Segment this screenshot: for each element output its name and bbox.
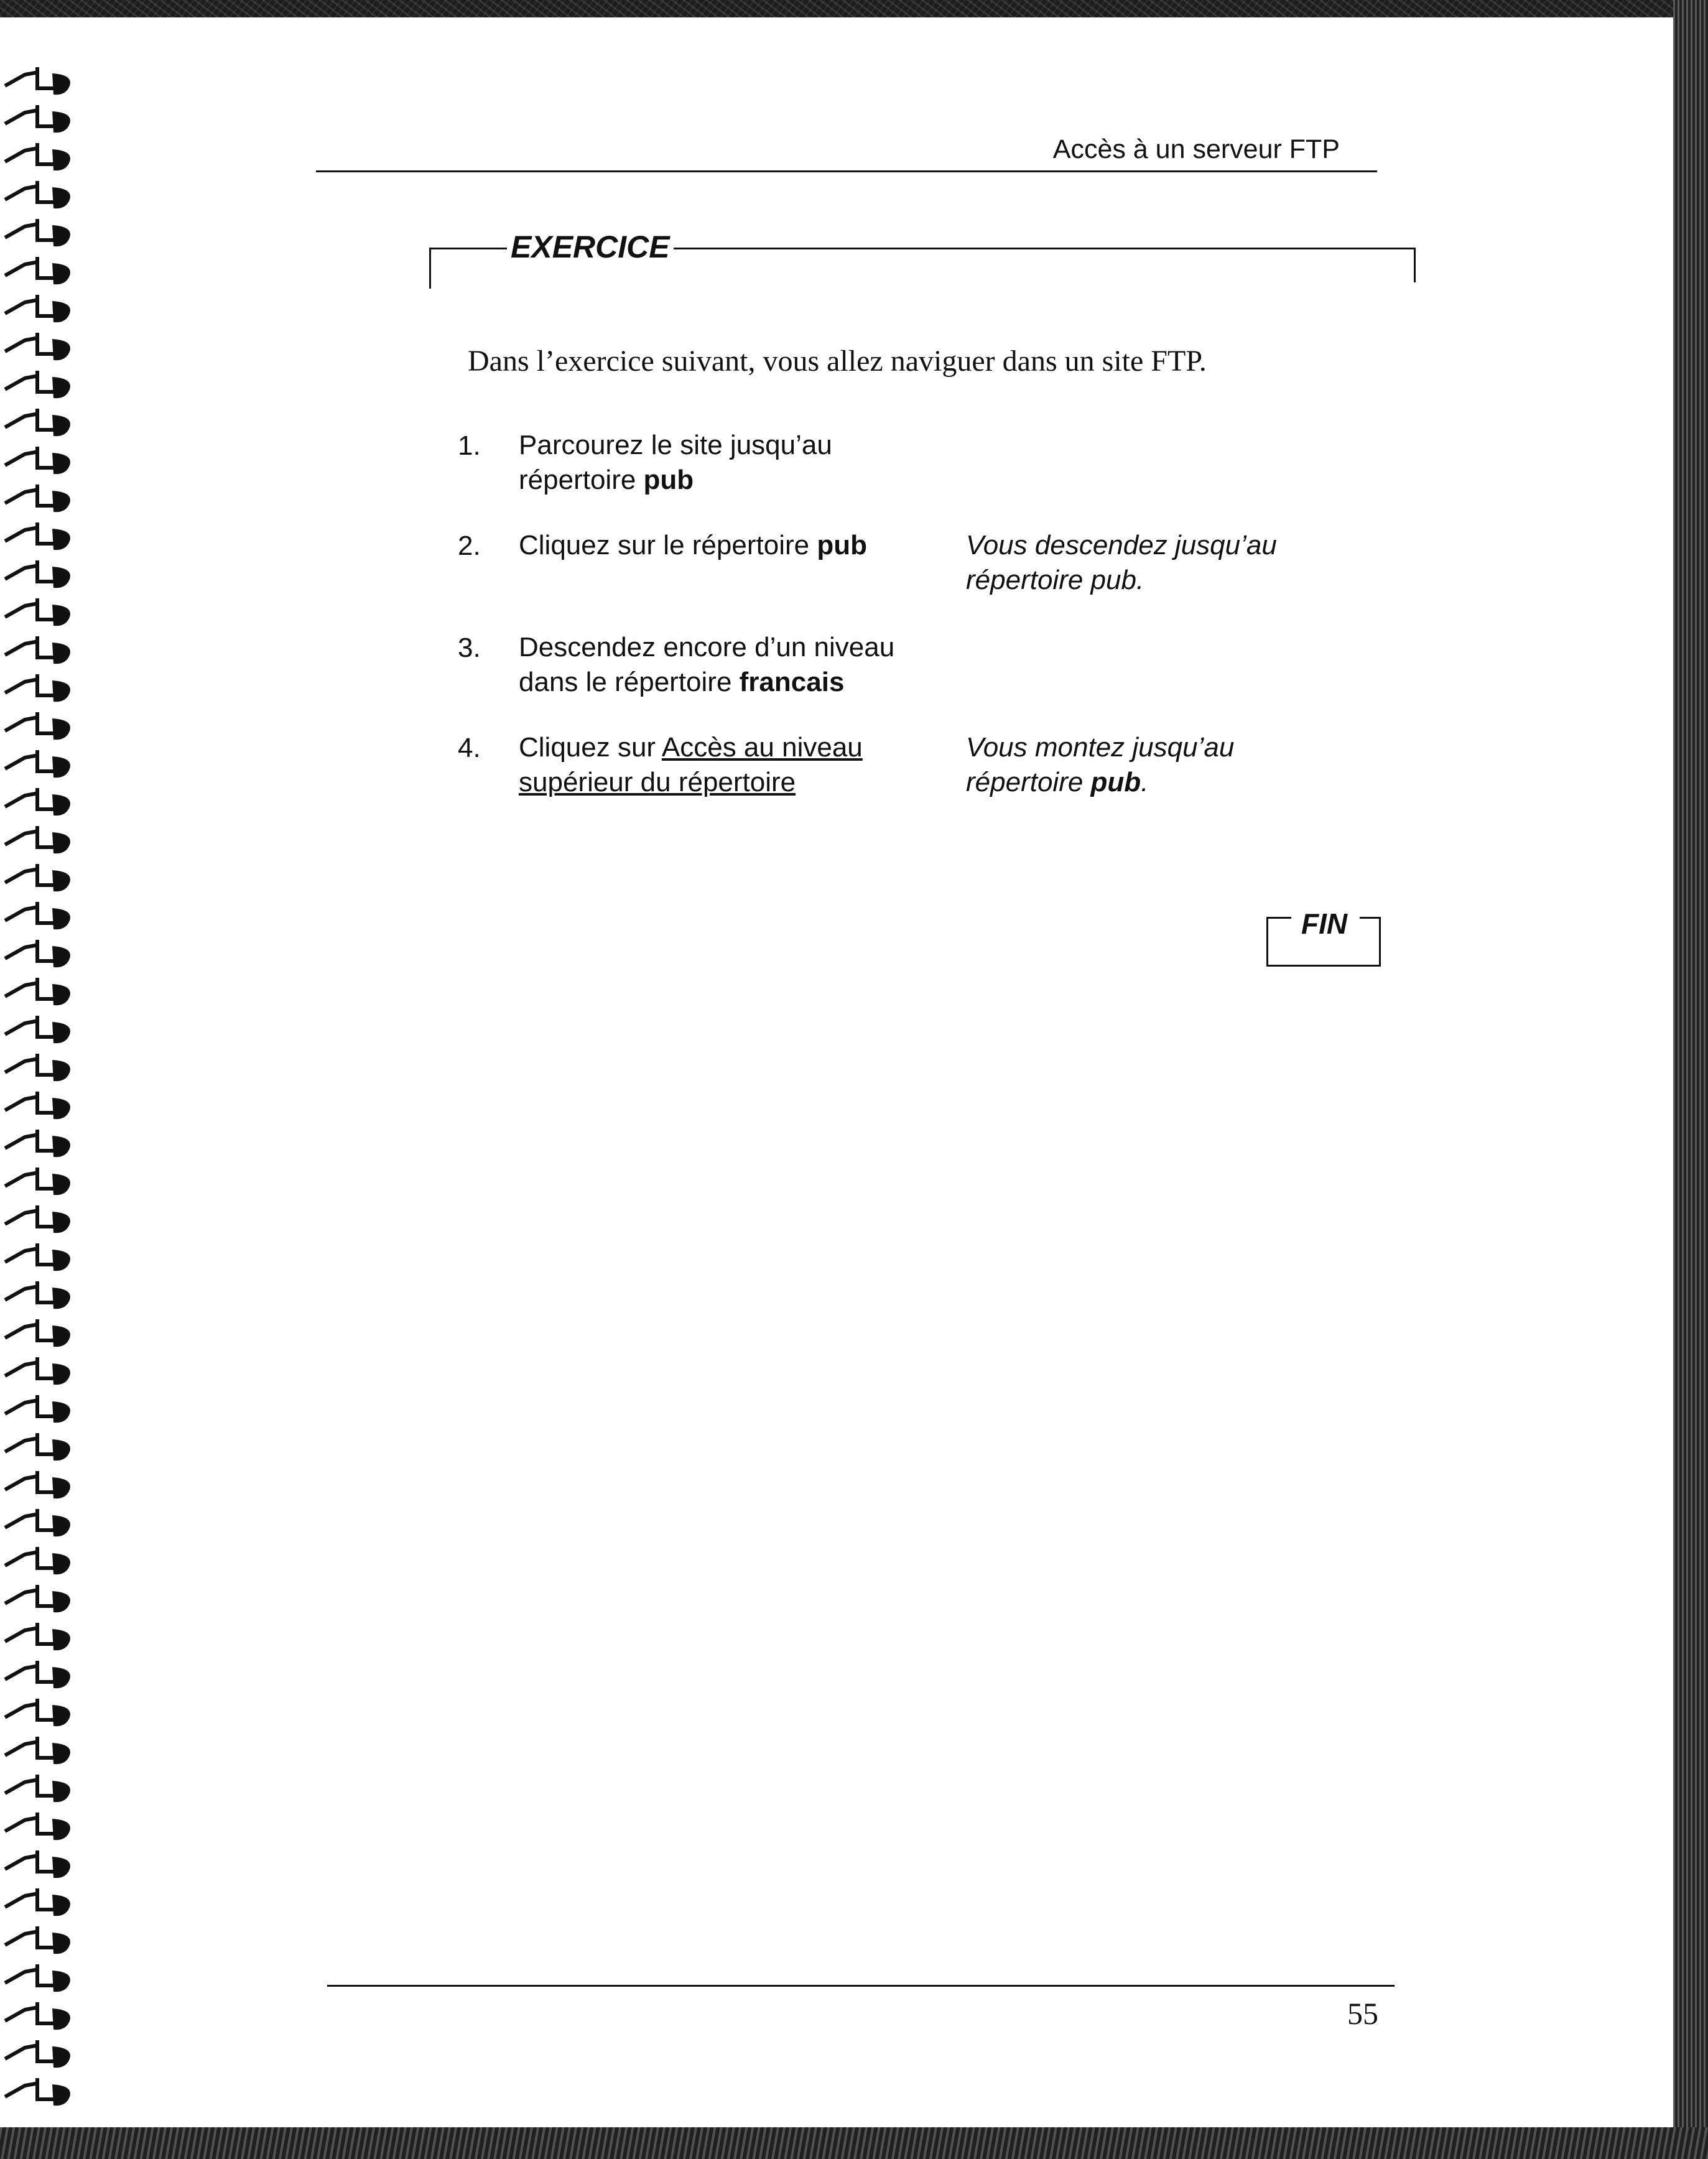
spiral-coil	[5, 333, 70, 360]
spiral-coil	[5, 1395, 70, 1423]
step-1-text	[519, 428, 948, 498]
step-4-text	[519, 730, 948, 800]
step-2-note-line1: Vous descendez jusqu’au	[966, 530, 1277, 560]
footer-rule	[327, 1985, 1395, 1987]
document-page	[0, 17, 1673, 2127]
scan-edge-right	[1673, 0, 1708, 2159]
spiral-coil	[5, 1205, 70, 1233]
spiral-coil	[5, 1850, 70, 1878]
spiral-coil	[5, 219, 70, 246]
step-2-text	[519, 528, 948, 563]
fin-frame-bottom	[1266, 965, 1381, 967]
spiral-coil	[5, 1471, 70, 1498]
spiral-coil	[5, 826, 70, 853]
spiral-coil	[5, 1281, 70, 1309]
spiral-coil	[5, 978, 70, 1005]
spiral-coil	[5, 2040, 70, 2068]
step-2-number: 2.	[458, 531, 481, 561]
step-2-note-line2: répertoire pub.	[966, 565, 1144, 595]
spiral-coil	[5, 674, 70, 702]
spiral-coil	[5, 1888, 70, 1916]
spiral-coil	[5, 560, 70, 588]
exercise-intro: Dans l’exercice suivant, vous allez naviguer dans un site FTP.	[468, 345, 1207, 378]
spiral-coil	[5, 522, 70, 550]
page-number: 55	[1347, 1996, 1378, 2031]
fin-frame-left	[1266, 917, 1268, 967]
exercise-frame-right	[1414, 248, 1416, 282]
step-4-note-line2-text: répertoire	[966, 767, 1091, 797]
spiral-coil	[5, 1509, 70, 1536]
spiral-coil	[5, 1585, 70, 1612]
spiral-coil	[5, 1661, 70, 1688]
fin-frame-top-left	[1266, 917, 1291, 919]
step-2-note	[966, 528, 1339, 598]
step-1-line2	[519, 463, 948, 498]
spiral-coil	[5, 447, 70, 474]
step-4-line1	[519, 730, 948, 765]
step-4-note	[966, 730, 1339, 800]
spiral-coil	[5, 1168, 70, 1195]
step-4-number: 4.	[458, 733, 481, 763]
step-3-text	[519, 630, 948, 700]
step-3-line1: Descendez encore d’un niveau	[519, 632, 895, 662]
spiral-coil	[5, 940, 70, 967]
fin-label: FIN	[1301, 908, 1348, 940]
spiral-coil	[5, 1243, 70, 1271]
spiral-coil	[5, 1433, 70, 1460]
step-3-line2-text: dans le répertoire	[519, 667, 740, 697]
step-4-note-line1: Vous montez jusqu’au	[966, 732, 1235, 763]
step-3-line2	[519, 665, 948, 700]
step-1-line2-text: répertoire	[519, 465, 644, 495]
spiral-coil	[5, 1054, 70, 1081]
upper-directory-link-cont[interactable]: supérieur du répertoire	[519, 767, 796, 797]
header-rule	[316, 170, 1377, 172]
step-4-note-line2-end: .	[1141, 767, 1149, 797]
fin-frame-right	[1379, 917, 1381, 967]
spiral-coil	[5, 750, 70, 778]
step-4-line2	[519, 765, 948, 800]
spiral-coil	[5, 485, 70, 512]
step-4-note-line2	[966, 765, 1339, 800]
step-2-line1-text: Cliquez sur le répertoire	[519, 530, 817, 560]
spiral-coil	[5, 788, 70, 815]
spiral-coil	[5, 2078, 70, 2106]
step-1-number: 1.	[458, 430, 481, 461]
step-1-line1: Parcourez le site jusqu’au	[519, 430, 832, 460]
step-2-line1	[519, 528, 948, 563]
exercise-frame-left	[429, 248, 431, 289]
spiral-coil	[5, 409, 70, 436]
spiral-coil	[5, 1357, 70, 1385]
spiral-coil	[5, 1623, 70, 1650]
spiral-binding	[0, 55, 81, 2126]
step-3-line2-bold: francais	[739, 667, 845, 697]
spiral-coil	[5, 2002, 70, 2030]
step-2-line1-bold: pub	[817, 530, 867, 560]
spiral-coil	[5, 1130, 70, 1157]
spiral-coil	[5, 67, 70, 95]
spiral-coil	[5, 1319, 70, 1347]
step-1-line2-bold: pub	[643, 465, 694, 495]
running-header: Accès à un serveur FTP	[1052, 134, 1340, 164]
spiral-coil	[5, 1699, 70, 1726]
spiral-coil	[5, 1775, 70, 1802]
spiral-coil	[5, 712, 70, 740]
step-3-number: 3.	[458, 633, 481, 663]
spiral-coil	[5, 902, 70, 929]
spiral-coil	[5, 1737, 70, 1764]
step-4-line1-text: Cliquez sur	[519, 732, 662, 763]
spiral-coil	[5, 1016, 70, 1043]
spiral-coil	[5, 1547, 70, 1574]
spiral-coil	[5, 257, 70, 284]
scan-edge-bottom	[0, 2127, 1708, 2159]
spiral-coil	[5, 1813, 70, 1840]
spiral-coil	[5, 598, 70, 626]
spiral-coil	[5, 371, 70, 398]
spiral-coil	[5, 636, 70, 664]
fin-frame-top-right	[1360, 917, 1381, 919]
spiral-coil	[5, 1964, 70, 1992]
spiral-coil	[5, 1926, 70, 1954]
upper-directory-link[interactable]: Accès au niveau	[661, 732, 863, 763]
spiral-coil	[5, 143, 70, 170]
exercise-title: EXERCICE	[507, 229, 674, 265]
spiral-coil	[5, 181, 70, 208]
spiral-coil	[5, 295, 70, 322]
spiral-coil	[5, 864, 70, 891]
spiral-coil	[5, 105, 70, 132]
spiral-coil	[5, 1092, 70, 1119]
step-4-note-line2-bold: pub	[1090, 767, 1141, 797]
